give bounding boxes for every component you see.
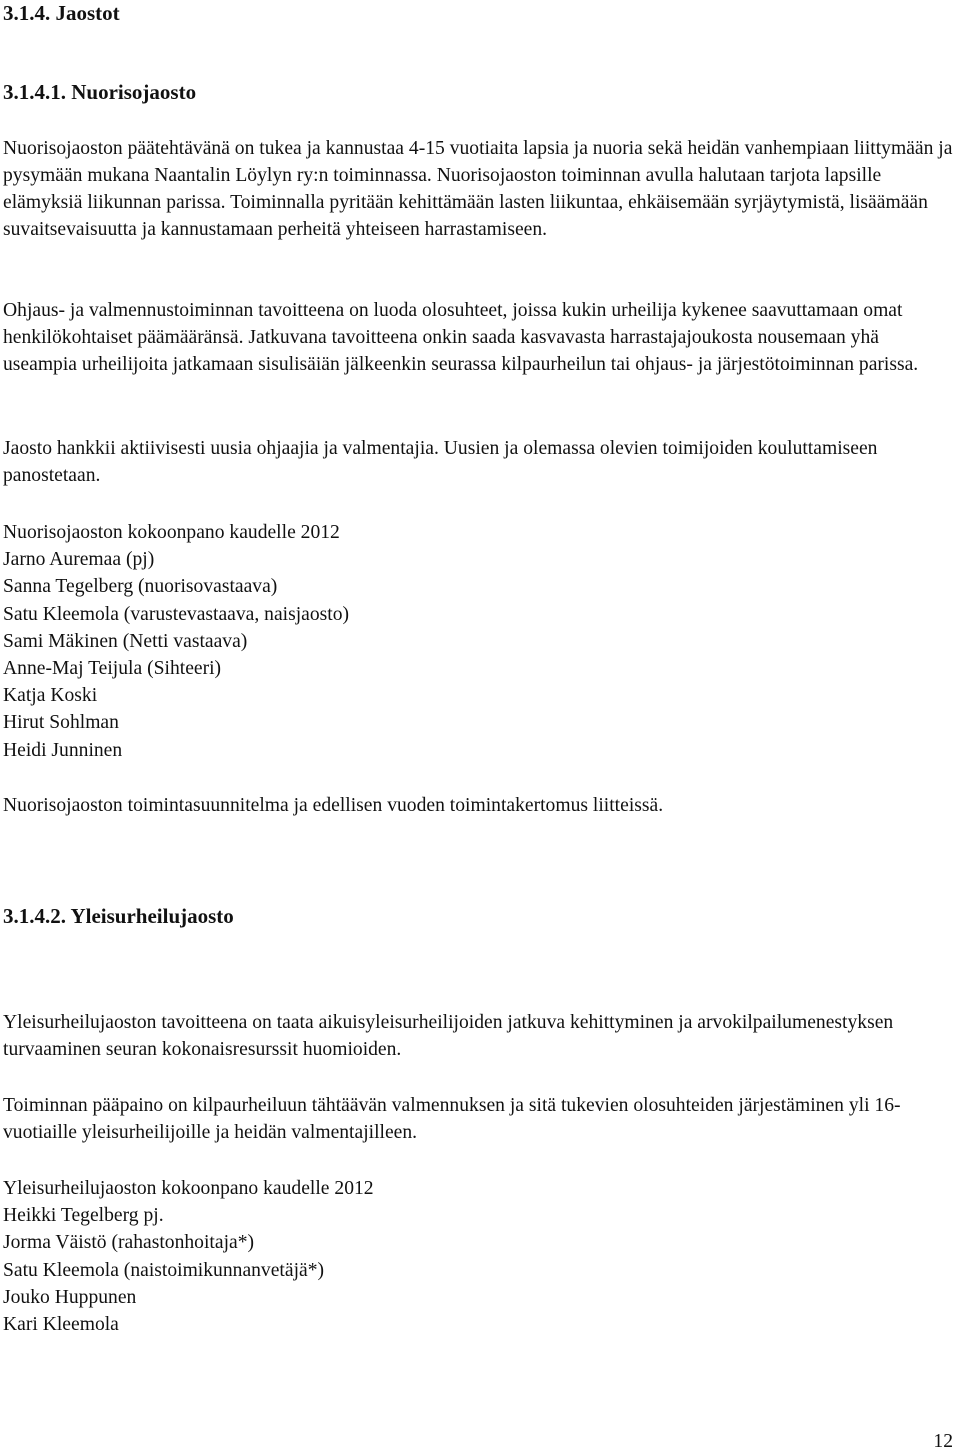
member-item: Katja Koski (3, 685, 98, 707)
member-item: Satu Kleemola (naistoimikunnanvetäjä*) (3, 1259, 325, 1281)
nuorisojaosto-heading: 3.1.4.1. Nuorisojaosto (3, 80, 197, 104)
member-item: Kari Kleemola (3, 1314, 119, 1336)
yleisurheilu-paragraph-1: Yleisurheilujaoston tavoitteena on taata aikuisyleisurheilijoiden jatkuva kehittyminen ja arvokilpailumenestyksen turvaaminen seuran kokonaisresurssit huomioiden. (3, 1012, 894, 1060)
member-item: Heidi Junninen (3, 739, 123, 761)
member-item: Jarno Auremaa (pj) (3, 549, 155, 571)
yleisurheilujaosto-heading: 3.1.4.2. Yleisurheilujaosto (3, 904, 234, 928)
member-item: Jorma Väistö (rahastonhoitaja*) (3, 1232, 255, 1254)
members-title: Yleisurheilujaoston kokoonpano kaudelle 2012 (3, 1178, 374, 1199)
nuoriso-paragraph-3: Jaosto hankkii aktiivisesti uusia ohjaajia ja valmentajia. Uusien ja olemassa olevien toimijoiden kouluttamiseen panostetaan. (3, 438, 878, 486)
nuoriso-paragraph-2: Ohjaus- ja valmennustoiminnan tavoitteena on luoda olosuhteet, joissa kukin urheilija kykenee saavuttamaan omat henkilökohtaiset päämääränsä. Jatkuvana tavoitteena onkin saada kasvavasta harrastajajoukosta nousemaan yhä useampia urheilijoita jatkamaan sisulisäiän jälkeenkin seurassa kilpaurheilun tai ohjaus- ja järjestötoiminnan parissa. (3, 300, 919, 375)
section-heading: 3.1.4. Jaostot (3, 1, 120, 25)
member-item: Sanna Tegelberg (nuorisovastaava) (3, 576, 278, 598)
yleisurheilu-paragraph-2: Toiminnan pääpaino on kilpaurheiluun tähtäävän valmennuksen ja sitä tukevien olosuhteiden järjestäminen yli 16-vuotiaille yleisurheilijoille ja heidän valmentajilleen. (3, 1095, 901, 1143)
member-item: Sami Mäkinen (Netti vastaava) (3, 630, 248, 652)
member-item: Anne-Maj Teijula (Sihteeri) (3, 658, 222, 680)
nuoriso-paragraph-1: Nuorisojaoston päätehtävänä on tukea ja kannustaa 4-15 vuotiaita lapsia ja nuoria sekä heidän vanhempiaan liittymään ja pysymään mukana Naantalin Löylyn ry:n toiminnassa. Nuorisojaoston toiminnan avulla halutaan tarjota lapsille elämyksiä liikunnan parissa. Toiminnalla pyritään kehittämään lasten liikuntaa, ehkäisemään syrjäytymistä, lisäämään suvaitsevaisuutta ja kannustamaan perheitä yhteiseen harrastamiseen. (3, 138, 953, 240)
nuoriso-members (3, 519, 953, 764)
members-title: Nuorisojaoston kokoonpano kaudelle 2012 (3, 522, 340, 543)
member-item: Satu Kleemola (varustevastaava, naisjaosto) (3, 603, 350, 625)
nuoriso-attachments-note: Nuorisojaoston toimintasuunnitelma ja edellisen vuoden toimintakertomus liitteissä. (3, 795, 664, 816)
member-item: Hirut Sohlman (3, 712, 119, 734)
member-item: Jouko Huppunen (3, 1286, 137, 1308)
member-item: Heikki Tegelberg pj. (3, 1205, 164, 1227)
yleisurheilu-members (3, 1175, 953, 1338)
page-number: 12 (933, 1431, 953, 1452)
